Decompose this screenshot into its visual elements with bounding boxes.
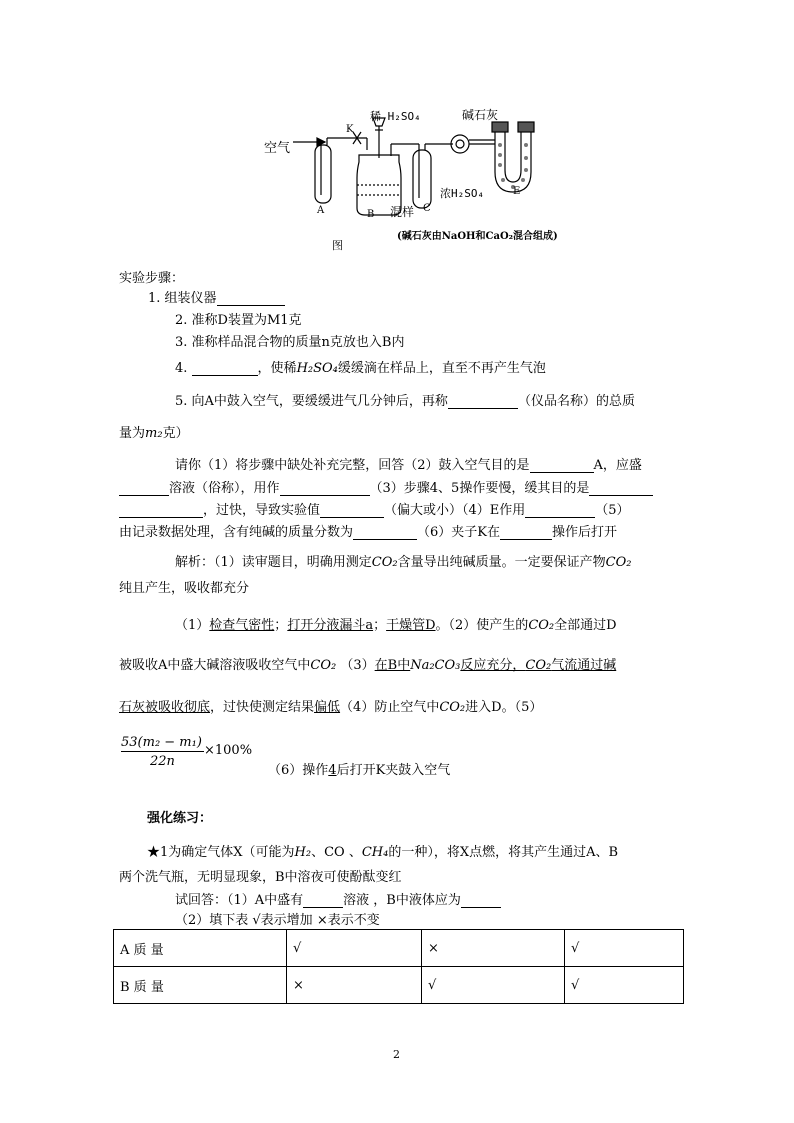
practice-q1-line1: ★1为确定气体X（可能为H₂、CO 、CH₄的一种），将X点燃，将其产生通过A、B <box>147 845 619 860</box>
q-blank-2[interactable] <box>119 481 169 496</box>
tube-c <box>413 150 431 208</box>
p-blank-2[interactable] <box>461 893 501 908</box>
question-line1: 请你（1）将步骤中缺处补充完整，回答（2）鼓入空气目的是 A，应盛 <box>175 458 642 473</box>
drying-tube-d <box>451 135 469 153</box>
figure-caption: 图 <box>332 239 343 252</box>
label-e: E <box>513 186 521 197</box>
step-5-blank[interactable] <box>448 394 518 409</box>
table-cell[interactable]: × <box>422 930 565 967</box>
table-cell[interactable]: √ <box>287 930 422 967</box>
label-stir: 混样 <box>390 205 415 219</box>
label-air: 空气 <box>264 141 291 156</box>
table-cell[interactable]: √ <box>565 967 684 1004</box>
label-k: K <box>346 124 354 135</box>
q-blank-6[interactable] <box>320 503 384 518</box>
question-line4: 由记录数据处理，含有纯碱的质量分数为 （6）夹子K在 操作后打开 <box>119 525 618 540</box>
page-number: 2 <box>393 1048 400 1061</box>
step-5-line2: 量为m₂克） <box>119 426 189 441</box>
label-a: A <box>317 205 325 216</box>
analysis-p1: 解析：（1）读审题目，明确用测定CO₂含量导出纯碱质量。一定要保证产物CO₂ <box>175 555 632 570</box>
practice-q1-line4: （2）填下表 √表示增加 ×表示不变 <box>175 913 380 928</box>
mass-change-table <box>113 929 684 1004</box>
analysis-p5: 石灰被吸收彻底，过快使测定结果偏低（4）防止空气中CO₂进入D。（5） <box>119 700 543 715</box>
step-4: 4. ，使稀H₂SO₄缓缓滴在样品上，直至不再产生气泡 <box>175 361 546 376</box>
q-blank-4[interactable] <box>589 481 653 496</box>
tube-a <box>315 145 331 203</box>
practice-q1-line3: 试回答：（1）A中盛有 溶液 ，B中液体应为 <box>175 889 501 908</box>
step-1-blank[interactable] <box>217 291 285 306</box>
table-cell[interactable]: × <box>287 967 422 1004</box>
q-blank-9[interactable] <box>500 525 552 540</box>
q-blank-3[interactable] <box>280 481 370 496</box>
analysis-p6: （6）操作4后打开K夹鼓入空气 <box>268 763 451 778</box>
mass-fraction-formula: $\frac{\text{53(m₂ − m₁)}}{22n}$ <box>121 735 202 769</box>
label-c: C <box>423 203 431 214</box>
table-row <box>114 930 684 967</box>
practice-heading: 强化练习： <box>147 811 213 826</box>
table-cell: B 质 量 <box>114 967 287 1004</box>
question-line2: 溶液（俗称），用作 （3）步骤4、5操作要慢，缓其目的是 <box>119 477 653 496</box>
table-cell[interactable]: √ <box>565 930 684 967</box>
label-soda-lime: 碱石灰 <box>462 108 499 122</box>
figure-note: (碱石灰由NaOH和CaO₂混合组成) <box>397 231 558 242</box>
step-2: 2. 准称D装置为M1克 <box>175 313 302 328</box>
u-tube-e <box>495 130 531 192</box>
q-blank-5[interactable] <box>119 503 203 518</box>
p-blank-1[interactable] <box>303 893 343 908</box>
table-cell: A 质 量 <box>114 930 287 967</box>
q-blank-7[interactable] <box>525 503 595 518</box>
practice-q1-line2: 两个洗气瓶，无明显现象，B中溶夜可使酚酞变红 <box>119 870 402 885</box>
analysis-p2: 纯且产生，吸收都充分 <box>119 581 250 596</box>
analysis-p4: 被吸收A中盛大碱溶液吸收空气中CO₂ （3）在B中Na₂CO₃反应充分，CO₂气流通过碱 <box>119 658 617 673</box>
steps-heading: 实验步骤： <box>119 271 185 286</box>
step-1: 1. 组装仪器 <box>148 287 285 306</box>
table-cell[interactable]: √ <box>422 967 565 1004</box>
label-b: B <box>367 209 375 220</box>
analysis-p3: （1）检查气密性；打开分液漏斗a；干燥管D。（2）使产生的CO₂全部通过D <box>175 618 617 633</box>
table-row <box>114 967 684 1004</box>
step-3: 3. 准称样品混合物的质量n克放也入B内 <box>175 335 405 350</box>
step-4-blank[interactable] <box>192 361 258 376</box>
label-conc-h2so4: 浓H₂SO₄ <box>440 187 485 200</box>
step-5-line1: 5. 向A中鼓入空气，要缓缓进气几分钟后，再称 （仪品名称）的总质 <box>175 394 635 409</box>
q-blank-8[interactable] <box>353 525 417 540</box>
q-blank-1[interactable] <box>530 458 594 473</box>
label-dilute-h2so4: 稀 H₂SO₄ <box>370 110 421 123</box>
question-line3: ，过快，导致实验值 （偏大或小）（4）E作用 （5） <box>119 499 630 518</box>
formula-tail: ×100% <box>204 743 253 758</box>
